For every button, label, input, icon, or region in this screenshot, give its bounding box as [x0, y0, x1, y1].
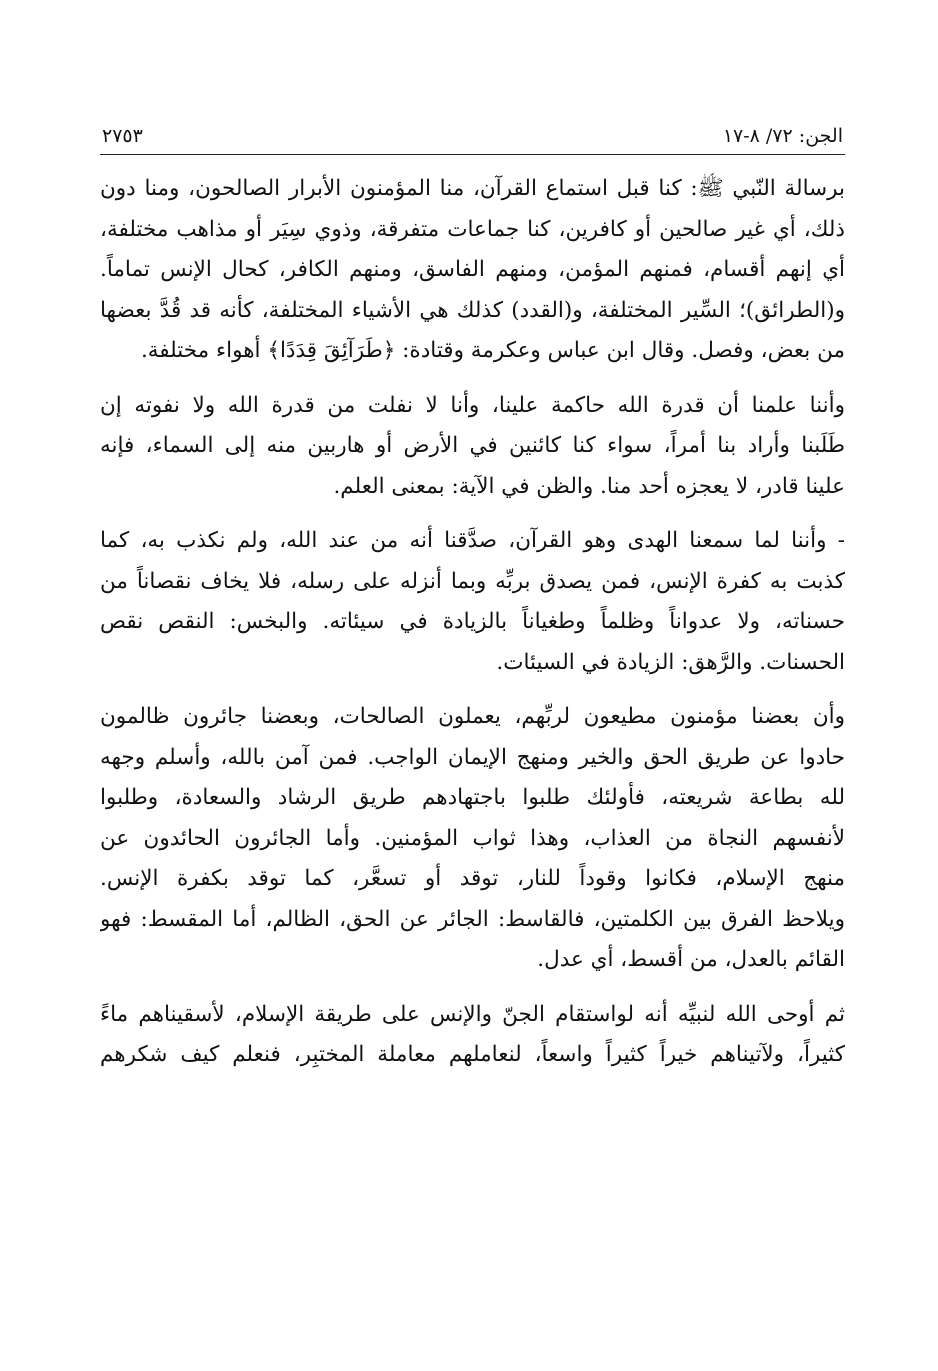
text-line: علينا قادر، لا يعجزه أحد منا. والظن في الآية: بمعنى العلم.: [333, 473, 845, 499]
body-text: [100, 169, 845, 1076]
text-line: أي إنهم أقسام، فمنهم المؤمن، ومنهم الفاسق، ومنهم الكافر، كحال الإنس تماماً.: [100, 257, 845, 282]
text-line: حادوا عن طريق الحق والخير ومنهج الإيمان الواجب. فمن آمن بالله، وأسلم وجهه: [100, 744, 845, 770]
text-line: منهج الإسلام، فكانوا وقوداً للنار، توقد أو تسعَّر، كما توقد بكفرة الإنس.: [100, 866, 845, 891]
paragraph-5: [100, 995, 845, 1076]
paragraph-4: [100, 697, 845, 981]
page-number: ٢٧٥٣: [102, 125, 143, 147]
running-header: [100, 118, 845, 155]
text-line: وأن بعضنا مؤمنون مطيعون لربِّهم، يعملون الصالحات، وبعضنا جائرون ظالمون: [100, 704, 845, 729]
text-line: طَلَبنا وأراد بنا أمراً، سواء كنا كائنين في الأرض أو هاربين منه إلى السماء، فإنه: [100, 433, 845, 458]
text-line: ثم أوحى الله لنبيِّه أنه لواستقام الجنّ والإنس على طريقة الإسلام، لأسقيناهم ماءً: [100, 1001, 845, 1027]
text-line: لأنفسهم النجاة من العذاب، وهذا ثواب المؤمنين. وأما الجائرون الحائدون عن: [100, 825, 845, 851]
text-line: برسالة النّبي ﷺ: كنا قبل استماع القرآن، منا المؤمنون الأبرار الصالحون، ومنا دون: [100, 176, 845, 201]
paragraph-1: [100, 169, 845, 372]
book-page: [100, 118, 845, 1090]
text-line: حسناته، ولا عدواناً وظلماً وطغياناً بالزيادة في سيئاته. والبخس: النقص نقص: [100, 609, 845, 634]
paragraph-3: [100, 521, 845, 683]
text-line: من بعض، وفصل. وقال ابن عباس وعكرمة وقتادة: ﴿طَرَآئِقَ قِدَدًا﴾ أهواء مختلفة.: [140, 338, 845, 363]
text-line: - وأننا لما سمعنا الهدى وهو القرآن، صدَّقنا أنه من عند الله، ولم نكذب به، كما: [100, 528, 845, 553]
paragraph-2: [100, 386, 845, 508]
text-line: كذبت به كفرة الإنس، فمن يصدق بربِّه وبما أنزله على رسله، فلا يخاف نقصاناً من: [100, 568, 845, 594]
surah-verse-reference: الجن: ٧٢/ ٨-١٧: [722, 125, 843, 147]
text-line: ذلك، أي غير صالحين أو كافرين، كنا جماعات متفرقة، وذوي سِيَر أو مذاهب مختلفة،: [100, 216, 845, 242]
text-line: القائم بالعدل، من أقسط، أي عدل.: [537, 947, 845, 972]
text-line: الحسنات. والرَّهق: الزيادة في السيئات.: [496, 649, 845, 675]
text-line: لله بطاعة شريعته، فأولئك طلبوا باجتهادهم طريق الرشاد والسعادة، وطلبوا: [100, 785, 845, 810]
text-line: وأننا علمنا أن قدرة الله حاكمة علينا، وأنا لا نفلت من قدرة الله ولا نفوته إن: [100, 392, 845, 418]
text-line: كثيراً، ولآتيناهم خيراً كثيراً واسعاً، لنعاملهم معاملة المختبِر، فنعلم كيف شكرهم: [100, 1042, 845, 1067]
text-line: ويلاحظ الفرق بين الكلمتين، فالقاسط: الجائر عن الحق، الظالم، أما المقسط: فهو: [100, 906, 845, 932]
text-line: و(الطرائق)؛ السِّير المختلفة، و(القدد) كذلك هي الأشياء المختلفة، كأنه قد قُدَّ بعضها: [100, 297, 845, 323]
